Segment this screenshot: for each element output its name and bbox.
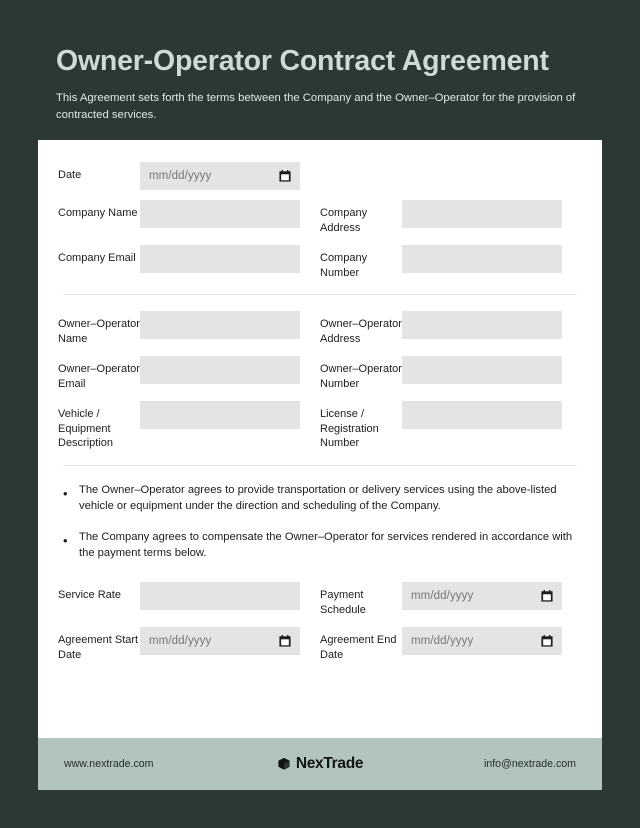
label-owner-operator-address: Owner–Operator Address: [320, 318, 402, 345]
footer-email[interactable]: info@nextrade.com: [483, 758, 577, 770]
placeholder-agreement-end-date: mm/dd/yyyy: [411, 635, 474, 648]
field-group-service-rate: [58, 582, 320, 610]
placeholder-payment-schedule: mm/dd/yyyy: [411, 589, 474, 602]
label-date: Date: [58, 169, 82, 181]
field-group-company-address: [320, 200, 582, 235]
form-row-owner-1: [58, 311, 582, 346]
list-item: [63, 482, 577, 515]
document-header: [0, 0, 640, 123]
field-group-owner-operator-address: [320, 311, 582, 346]
field-group-owner-operator-number: [320, 356, 582, 391]
brand-name: NexTrade: [295, 755, 364, 772]
placeholder-agreement-start-date: mm/dd/yyyy: [149, 635, 212, 648]
form-row-owner-2: [58, 356, 582, 391]
input-company-address[interactable]: [402, 200, 562, 228]
input-vehicle-equipment-description[interactable]: [140, 401, 300, 429]
bullet-marker-icon: •: [63, 485, 68, 501]
calendar-icon[interactable]: [279, 635, 291, 647]
form-row-date: [58, 162, 582, 190]
section-divider-1: [63, 294, 577, 295]
term-text: The Company agrees to compensate the Owner–Operator for services rendered in accordance with the payment terms below.: [79, 530, 573, 560]
field-group-date: [58, 162, 582, 190]
label-company-number: Company Number: [320, 252, 368, 279]
field-group-company-number: [320, 245, 582, 280]
form-card: [38, 140, 602, 790]
placeholder-date: mm/dd/yyyy: [149, 170, 212, 182]
label-company-name: Company Name: [58, 207, 138, 219]
field-group-license-registration-number: [320, 401, 582, 451]
calendar-icon[interactable]: [541, 635, 553, 647]
page-title: Owner-Operator Contract Agreement: [56, 45, 549, 77]
bullet-marker-icon: •: [63, 532, 68, 548]
input-agreement-start-date[interactable]: [140, 627, 300, 655]
field-group-company-name: [58, 200, 320, 228]
form-body: [38, 140, 602, 738]
input-company-number[interactable]: [402, 245, 562, 273]
term-text: The Owner–Operator agrees to provide transportation or delivery services using the above-listed vehicle or equipment under the direction and scheduling of the Company.: [79, 483, 557, 513]
document-footer: [38, 738, 602, 790]
input-owner-operator-email[interactable]: [140, 356, 300, 384]
label-agreement-end-date: Agreement End Date: [320, 634, 397, 661]
label-owner-operator-number: Owner–Operator Number: [320, 363, 402, 390]
label-agreement-start-date: Agreement Start Date: [58, 634, 139, 661]
label-vehicle-equipment-description: Vehicle / Equipment Description: [58, 408, 114, 450]
field-group-agreement-end-date: [320, 627, 582, 662]
label-company-email: Company Email: [58, 252, 136, 265]
label-license-registration-number: License / Registration Number: [320, 408, 379, 450]
input-owner-operator-address[interactable]: [402, 311, 562, 339]
input-company-name[interactable]: [140, 200, 300, 228]
label-payment-schedule: Payment Schedule: [320, 588, 366, 616]
field-group-owner-operator-name: [58, 311, 320, 346]
label-service-rate: Service Rate: [58, 588, 121, 601]
form-row-owner-3: [58, 401, 582, 451]
input-payment-schedule[interactable]: [402, 582, 562, 610]
input-owner-operator-name[interactable]: [140, 311, 300, 339]
input-license-registration-number[interactable]: [402, 401, 562, 429]
section-divider-2: [63, 465, 577, 466]
field-group-payment-schedule: [320, 582, 582, 617]
footer-website[interactable]: www.nextrade.com: [64, 758, 154, 770]
input-agreement-end-date[interactable]: [402, 627, 562, 655]
input-service-rate[interactable]: [140, 582, 300, 610]
terms-list: [63, 482, 577, 562]
brand-logo: [277, 755, 363, 773]
form-row-payment-1: [58, 582, 582, 617]
form-row-company-2: [58, 245, 582, 280]
label-owner-operator-email: Owner–Operator Email: [58, 363, 140, 390]
input-date[interactable]: [140, 162, 300, 190]
field-group-agreement-start-date: [58, 627, 320, 662]
input-owner-operator-number[interactable]: [402, 356, 562, 384]
label-company-address: Company Address: [320, 207, 368, 234]
cube-icon: [277, 757, 291, 771]
label-owner-operator-name: Owner–Operator Name: [58, 318, 140, 345]
field-group-company-email: [58, 245, 320, 273]
field-group-vehicle-equipment-description: [58, 401, 320, 451]
form-row-company-1: [58, 200, 582, 235]
form-row-payment-2: [58, 627, 582, 662]
calendar-icon[interactable]: [541, 590, 553, 602]
input-company-email[interactable]: [140, 245, 300, 273]
field-group-owner-operator-email: [58, 356, 320, 391]
page-subtitle: This Agreement sets forth the terms between the Company and the Owner–Operator for the provision of contracted services.: [56, 91, 576, 121]
calendar-icon[interactable]: [279, 170, 291, 182]
list-item: [63, 529, 577, 562]
